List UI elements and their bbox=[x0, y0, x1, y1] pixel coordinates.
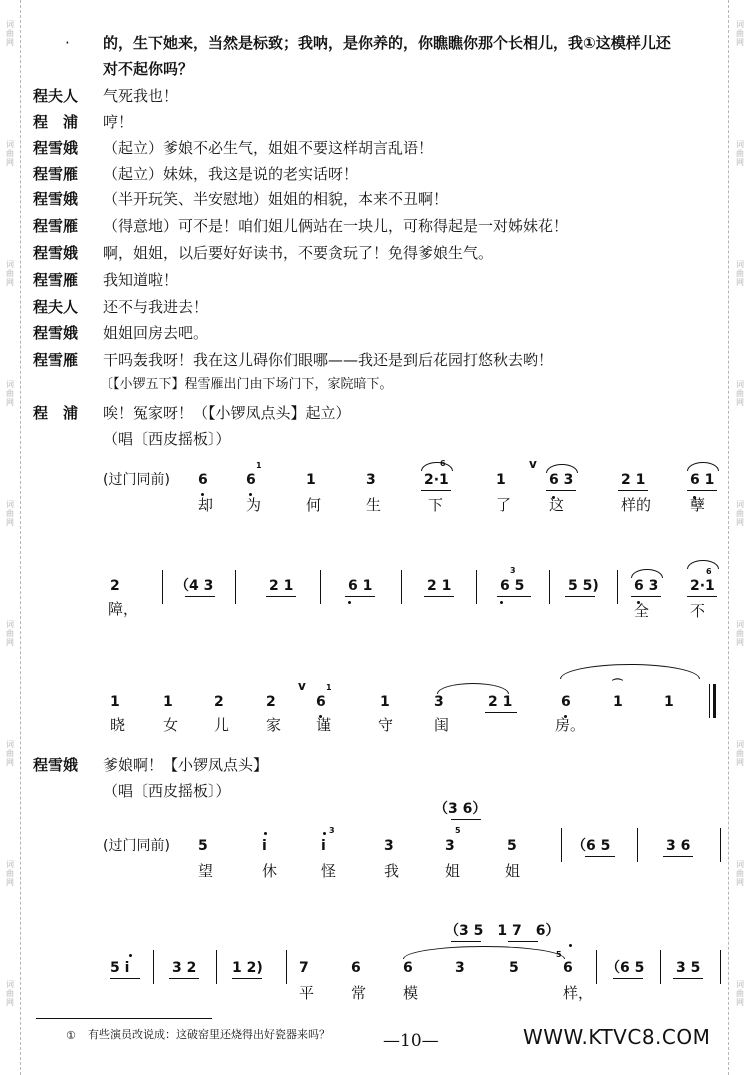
dialogue-text: （半开玩笑、半安慰地）姐姐的相貌，本来不丑啊！ bbox=[103, 190, 449, 208]
barline bbox=[660, 950, 661, 984]
barline bbox=[235, 570, 236, 604]
speaker-name: 程雪雁 bbox=[33, 217, 79, 235]
note: 2·1 bbox=[424, 472, 449, 488]
side-watermark: 词 曲 网 bbox=[736, 620, 744, 647]
slur bbox=[687, 560, 719, 569]
lyric: 儿 bbox=[214, 716, 230, 734]
note: 5 5) bbox=[568, 578, 599, 594]
lyric: 晓 bbox=[110, 716, 126, 734]
high-dot bbox=[264, 832, 267, 835]
dialogue-text: （起立）妹妹，我这是说的老实话呀！ bbox=[103, 165, 359, 183]
side-watermark: 词 曲 网 bbox=[736, 980, 744, 1007]
speaker-name: 程雪娥 bbox=[33, 324, 79, 342]
note: 2 1 bbox=[621, 472, 646, 488]
grace-note: 3 bbox=[329, 826, 335, 835]
note: （6 5 bbox=[606, 960, 645, 976]
lyric: 家 bbox=[266, 716, 282, 734]
note: 6 bbox=[563, 960, 573, 976]
dialogue-line bbox=[0, 240, 750, 266]
bracket-notes: （3 5 1 7 6） bbox=[445, 923, 560, 939]
lyric: 这 bbox=[549, 496, 565, 514]
barline bbox=[720, 950, 721, 984]
lyric: 闺 bbox=[434, 716, 450, 734]
side-watermark: 词 曲 网 bbox=[6, 980, 14, 1007]
note: 1 bbox=[306, 472, 316, 488]
slur bbox=[687, 462, 719, 471]
lyric: 房。 bbox=[555, 716, 586, 734]
note: 6 1 bbox=[690, 472, 715, 488]
note: 5 bbox=[509, 960, 519, 976]
dialogue-line bbox=[0, 83, 750, 109]
note: 1 bbox=[380, 694, 390, 710]
prelude-label: (过门同前) bbox=[103, 472, 170, 488]
barline bbox=[153, 950, 154, 984]
beam bbox=[687, 596, 717, 597]
dialogue-text: （得意地）可不是！咱们姐儿俩站在一块儿，可称得起是一对姊妹花！ bbox=[103, 217, 569, 235]
bracket-notes: （3 6） bbox=[434, 801, 487, 817]
note: 3 bbox=[384, 838, 394, 854]
note: 1 bbox=[613, 694, 623, 710]
dialogue-line bbox=[0, 109, 750, 135]
dialogue-line bbox=[0, 30, 750, 56]
footnote-marker: ① bbox=[66, 1029, 76, 1042]
beam bbox=[663, 856, 693, 857]
speaker-name: 程雪雁 bbox=[33, 351, 79, 369]
note: 5 bbox=[507, 838, 517, 854]
side-watermark: 词 曲 网 bbox=[736, 740, 744, 767]
dialogue-line bbox=[0, 161, 750, 187]
slur bbox=[560, 664, 700, 679]
speaker-name: 程 浦 bbox=[33, 113, 79, 131]
note: （4 3 bbox=[175, 578, 214, 594]
dialogue-text: 的，生下她来，当然是标致；我呐，是你养的，你瞧瞧你那个长相儿，我①这模样儿还 bbox=[103, 34, 671, 52]
speaker-name: 程 浦 bbox=[33, 404, 79, 422]
beam bbox=[421, 490, 451, 491]
dialogue-text: 对不起你吗？ bbox=[103, 60, 194, 78]
dialogue-line bbox=[0, 186, 750, 212]
slur bbox=[631, 569, 663, 578]
note: 7 bbox=[299, 960, 309, 976]
note: 6 bbox=[316, 694, 326, 710]
side-watermark: 词 曲 网 bbox=[736, 20, 744, 47]
dialogue-text: 爹娘啊！【小锣凤点头】 bbox=[103, 756, 269, 774]
beam bbox=[613, 978, 643, 979]
lyric: 姐 bbox=[505, 862, 521, 880]
note: 2·1 bbox=[690, 578, 715, 594]
aria-label: （唱〔西皮摇板〕） bbox=[103, 782, 231, 800]
note: 1 2) bbox=[232, 960, 263, 976]
grace-note: 1 bbox=[256, 461, 262, 470]
note: 2 bbox=[266, 694, 276, 710]
note: i bbox=[262, 838, 267, 854]
side-watermark: 词 曲 网 bbox=[6, 380, 14, 407]
low-dot bbox=[569, 944, 572, 947]
beam bbox=[266, 596, 296, 597]
speaker-name: 程夫人 bbox=[33, 298, 79, 316]
side-watermark: 词 曲 网 bbox=[6, 140, 14, 167]
side-watermark: 词 曲 网 bbox=[6, 860, 14, 887]
lyric: 孽 bbox=[690, 496, 706, 514]
site-watermark: WWW.KTVC8.COM bbox=[523, 1025, 711, 1049]
speaker-name: 程夫人 bbox=[33, 87, 79, 105]
beam bbox=[585, 856, 615, 857]
lyric: 平 bbox=[299, 984, 315, 1002]
side-watermark: 词 曲 网 bbox=[736, 380, 744, 407]
aria-label: （唱〔西皮摇板〕） bbox=[103, 430, 231, 448]
lyric: 了 bbox=[496, 496, 512, 514]
dialogue-line bbox=[0, 400, 750, 426]
barline bbox=[162, 570, 163, 604]
fermata: ⌒ bbox=[612, 678, 623, 691]
barline bbox=[216, 950, 217, 984]
dialogue-line bbox=[0, 320, 750, 346]
barline bbox=[286, 950, 287, 984]
dialogue-text: 啊，姐姐，以后要好好读书，不要贪玩了！免得爹娘生气。 bbox=[103, 244, 494, 262]
high-dot bbox=[129, 954, 132, 957]
barline bbox=[401, 570, 402, 604]
beam bbox=[451, 941, 481, 942]
aria-heading bbox=[0, 778, 750, 804]
lyric: 谨 bbox=[316, 716, 332, 734]
barline bbox=[561, 828, 562, 862]
aria-heading bbox=[0, 426, 750, 452]
note: 6 bbox=[198, 472, 208, 488]
low-dot bbox=[500, 601, 503, 604]
note: 3 2 bbox=[172, 960, 197, 976]
beam bbox=[618, 490, 648, 491]
note: 6 3 bbox=[549, 472, 574, 488]
note: 6 5 bbox=[500, 578, 525, 594]
low-dot bbox=[348, 601, 351, 604]
note: （6 5 bbox=[572, 838, 611, 854]
slur bbox=[403, 946, 565, 959]
lyric: 生 bbox=[366, 496, 382, 514]
high-dot bbox=[323, 832, 326, 835]
lyric: 样的 bbox=[621, 496, 652, 514]
beam bbox=[565, 596, 595, 597]
note: 5 bbox=[198, 838, 208, 854]
beam bbox=[451, 819, 481, 820]
lyric: 样， bbox=[563, 984, 594, 1002]
dialogue-text: 还不与我进去！ bbox=[103, 298, 209, 316]
note: 1 bbox=[163, 694, 173, 710]
side-watermark: 词 曲 网 bbox=[736, 860, 744, 887]
lyric: 全 bbox=[634, 602, 650, 620]
note: 3 5 bbox=[676, 960, 701, 976]
dialogue-text: 干吗轰我呀！我在这儿碍你们眼哪——我还是到后花园打悠秋去哟！ bbox=[103, 351, 554, 369]
note: 6 bbox=[561, 694, 571, 710]
note: 1 bbox=[664, 694, 674, 710]
prelude-label: (过门同前) bbox=[103, 838, 170, 854]
lyric: 我 bbox=[384, 862, 400, 880]
lyric: 怪 bbox=[321, 862, 337, 880]
slur bbox=[546, 464, 578, 473]
dialogue-line bbox=[0, 347, 750, 373]
dialogue-text: 气死我也！ bbox=[103, 87, 179, 105]
dialogue-text: （起立）爹娘不必生气，姐姐不要这样胡言乱语！ bbox=[103, 139, 434, 157]
beam bbox=[232, 978, 262, 979]
barline bbox=[320, 570, 321, 604]
speaker-name: 程雪雁 bbox=[33, 271, 79, 289]
side-watermark: 词 曲 网 bbox=[6, 260, 14, 287]
note: 6 1 bbox=[348, 578, 373, 594]
speaker-name: 程雪娥 bbox=[33, 244, 79, 262]
dialogue-line bbox=[0, 752, 750, 778]
dialogue-line bbox=[0, 135, 750, 161]
grace-note: 6 bbox=[706, 567, 712, 576]
note: 2 1 bbox=[488, 694, 513, 710]
note: 3 6 bbox=[666, 838, 691, 854]
speaker-name: 程雪娥 bbox=[33, 756, 79, 774]
footnote-rule bbox=[36, 1018, 212, 1019]
note: 1 bbox=[110, 694, 120, 710]
beam bbox=[110, 978, 140, 979]
lyric: 障， bbox=[108, 600, 139, 618]
grace-note: 3 bbox=[510, 566, 516, 575]
beam bbox=[185, 596, 215, 597]
lyric: 常 bbox=[351, 984, 367, 1002]
speaker-name: 程雪娥 bbox=[33, 139, 79, 157]
side-watermark: 词 曲 网 bbox=[736, 500, 744, 527]
beam bbox=[673, 978, 703, 979]
side-watermark: 词 曲 网 bbox=[6, 740, 14, 767]
note: 2 bbox=[214, 694, 224, 710]
side-watermark: 词 曲 网 bbox=[6, 620, 14, 647]
lyric: 休 bbox=[262, 862, 278, 880]
lyric: 却 bbox=[198, 496, 214, 514]
beam bbox=[497, 596, 531, 597]
lyric: 守 bbox=[378, 716, 394, 734]
grace-note: 5 bbox=[455, 826, 461, 835]
lyric: 下 bbox=[428, 496, 444, 514]
note: 3 bbox=[434, 694, 444, 710]
note: i bbox=[321, 838, 326, 854]
speaker-name: 程雪雁 bbox=[33, 165, 79, 183]
slur bbox=[437, 683, 509, 694]
note: 6 bbox=[246, 472, 256, 488]
bullet-mark: · bbox=[65, 34, 70, 52]
note: 2 1 bbox=[269, 578, 294, 594]
note: 5 i bbox=[110, 960, 130, 976]
side-watermark: 词 曲 网 bbox=[6, 500, 14, 527]
lyric: 姐 bbox=[445, 862, 461, 880]
side-watermark: 词 曲 网 bbox=[736, 140, 744, 167]
note: 2 bbox=[110, 578, 120, 594]
page-number: —10— bbox=[383, 1031, 439, 1051]
note: 3 bbox=[455, 960, 465, 976]
beam bbox=[345, 596, 375, 597]
dialogue-text: 唉！冤家呀！（【小锣凤点头】起立） bbox=[103, 404, 351, 422]
slur bbox=[421, 462, 453, 471]
barline bbox=[637, 828, 638, 862]
breath-mark: v bbox=[298, 679, 306, 693]
barline bbox=[476, 570, 477, 604]
lyric: 女 bbox=[163, 716, 179, 734]
footnote: 有些演员改说成：这破窑里还烧得出好瓷器来吗？ bbox=[88, 1028, 330, 1041]
beam bbox=[631, 596, 661, 597]
stage-direction-text: 〔【小锣五下】程雪雁出门由下场门下，家院暗下。 bbox=[100, 377, 393, 392]
breath-mark: v bbox=[529, 457, 537, 471]
beam bbox=[169, 978, 199, 979]
dialogue-line bbox=[0, 56, 750, 82]
speaker-name: 程雪娥 bbox=[33, 190, 79, 208]
beam bbox=[508, 941, 538, 942]
side-watermark: 词 曲 网 bbox=[736, 260, 744, 287]
barline bbox=[549, 570, 550, 604]
barline bbox=[596, 950, 597, 984]
barline bbox=[720, 828, 721, 862]
lyric: 为 bbox=[246, 496, 262, 514]
grace-note: 5 bbox=[556, 950, 562, 959]
double-barline bbox=[709, 684, 716, 718]
lyric: 不 bbox=[690, 602, 706, 620]
dialogue-line bbox=[0, 213, 750, 239]
note: 3 bbox=[366, 472, 376, 488]
lyric: 望 bbox=[198, 862, 214, 880]
dialogue-text: 姐姐回房去吧。 bbox=[103, 324, 209, 342]
lyric: 何 bbox=[306, 496, 322, 514]
beam bbox=[424, 596, 454, 597]
beam bbox=[546, 490, 576, 491]
note: 6 bbox=[351, 960, 361, 976]
dialogue-text: 我知道啦！ bbox=[103, 271, 179, 289]
note: 3 bbox=[445, 838, 455, 854]
beam bbox=[485, 712, 517, 713]
grace-note: 1 bbox=[326, 683, 332, 692]
grace-note: 6 bbox=[440, 459, 446, 468]
dialogue-line bbox=[0, 267, 750, 293]
dialogue-text: 哼！ bbox=[103, 113, 134, 131]
note: 6 bbox=[403, 960, 413, 976]
note: 2 1 bbox=[427, 578, 452, 594]
barline bbox=[617, 570, 618, 604]
dialogue-line bbox=[0, 294, 750, 320]
lyric: 模 bbox=[403, 984, 419, 1002]
note: 1 bbox=[496, 472, 506, 488]
stage-direction bbox=[0, 372, 750, 398]
beam bbox=[687, 490, 717, 491]
note: 6 3 bbox=[634, 578, 659, 594]
side-watermark: 词 曲 网 bbox=[6, 20, 14, 47]
